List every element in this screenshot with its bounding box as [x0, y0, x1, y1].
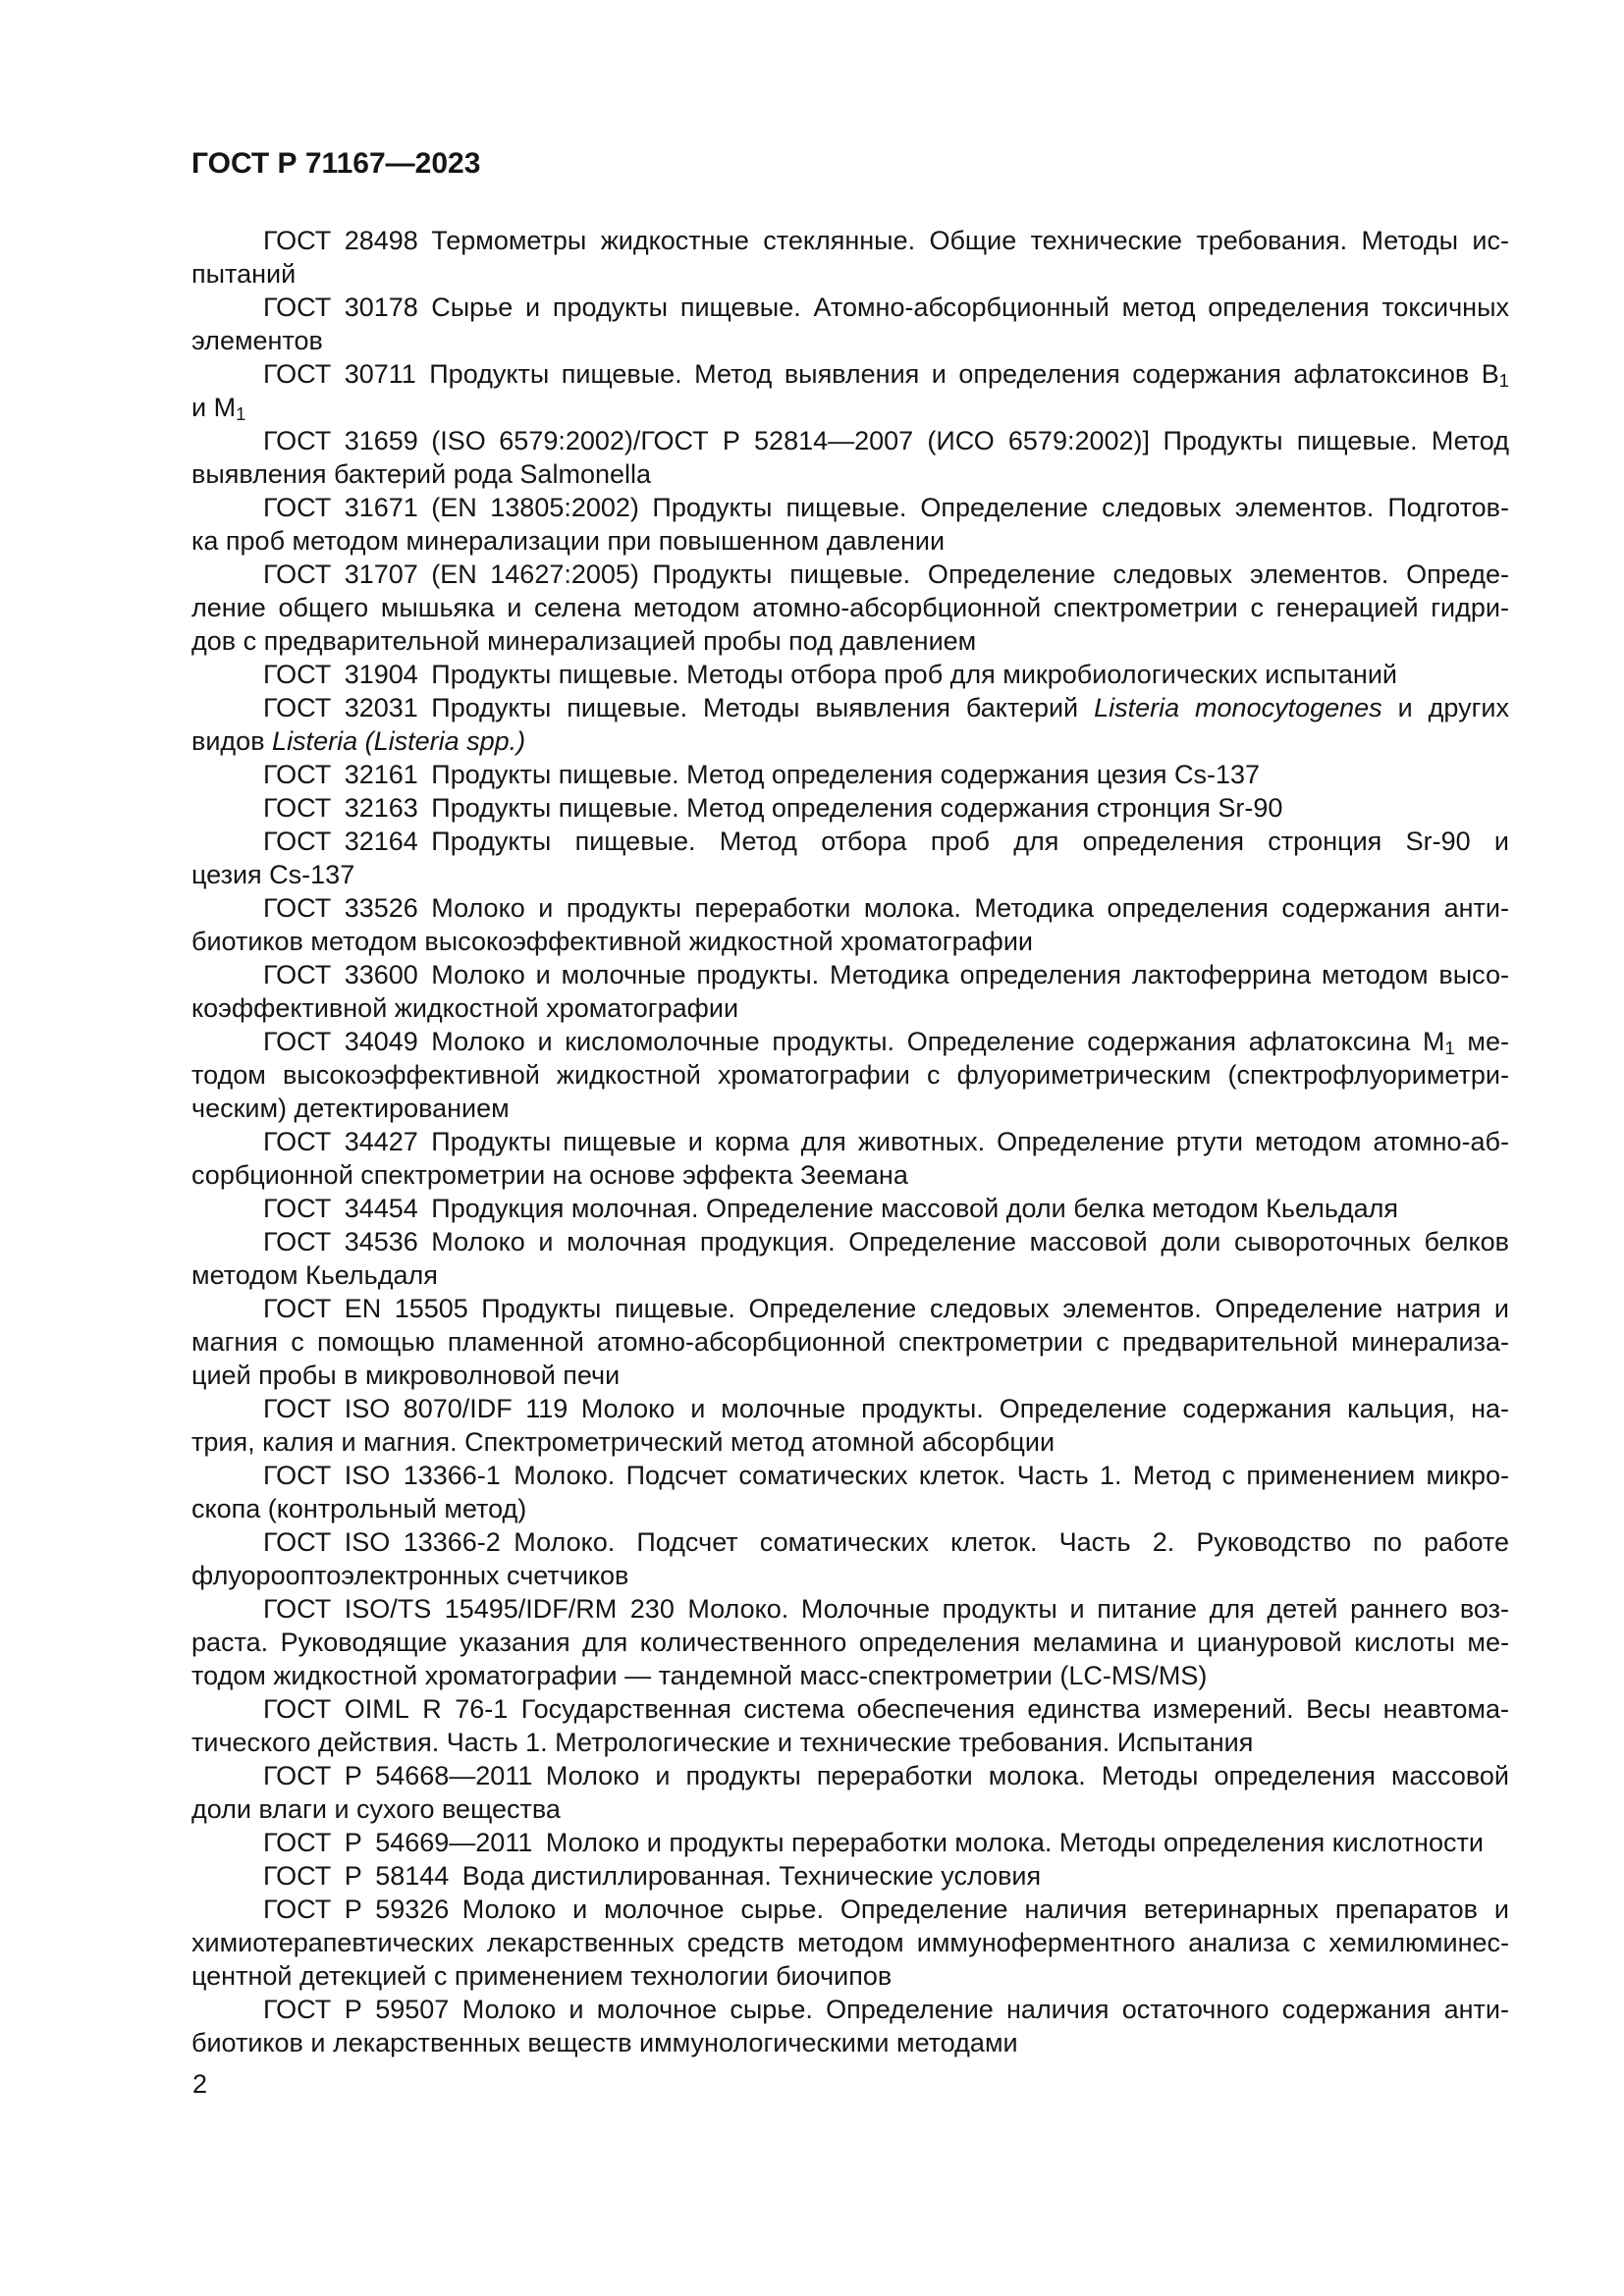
reference-entry	[191, 1692, 1509, 1759]
text-segment: доли влаги и сухого вещества	[191, 1794, 561, 1824]
text-segment: и других	[1381, 693, 1510, 722]
reference-entry	[191, 1893, 1509, 1993]
text-segment: тического действия. Часть 1. Метрологические и технические требования. Испытания	[191, 1728, 1254, 1757]
reference-line	[191, 491, 1509, 524]
reference-line	[191, 1993, 1509, 2026]
reference-entry	[191, 1993, 1509, 2059]
text-segment: ГОСТ 34536 Молоко и молочная продукция. Определение массовой доли сывороточных белков	[263, 1227, 1509, 1256]
reference-line	[191, 1258, 1509, 1292]
reference-entry	[191, 491, 1509, 558]
text-segment: Listeria monocytogenes	[1094, 693, 1382, 722]
reference-line	[191, 1792, 1509, 1826]
reference-entry	[191, 1392, 1509, 1459]
reference-entry	[191, 1292, 1509, 1392]
reference-line	[191, 2026, 1509, 2059]
reference-line	[191, 1158, 1509, 1192]
text-segment: химиотерапевтических лекарственных средств методом иммуноферментного анализа с хемилюминес-	[191, 1928, 1509, 1957]
reference-entry	[191, 1225, 1509, 1292]
text-segment: пытаний	[191, 259, 297, 289]
reference-line	[191, 1759, 1509, 1792]
text-segment: ГОСТ 32163 Продукты пищевые. Метод определения содержания стронция Sr-90	[263, 793, 1283, 823]
text-segment: сорбционной спектрометрии на основе эффекта Зеемана	[191, 1160, 908, 1190]
reference-line	[191, 1058, 1509, 1092]
reference-line	[191, 1192, 1509, 1225]
reference-line	[191, 1425, 1509, 1459]
text-segment: биотиков и лекарственных веществ иммунологическими методами	[191, 2028, 1018, 2057]
text-segment: коэффективной жидкостной хроматографии	[191, 993, 739, 1023]
text-segment: ГОСТ OIML R 76-1 Государственная система обеспечения единства измерений. Весы неавтома-	[263, 1694, 1509, 1724]
document-code-header: ГОСТ Р 71167—2023	[191, 147, 481, 180]
text-segment: элементов	[191, 326, 323, 355]
reference-entry	[191, 357, 1509, 424]
text-segment: дов с предварительной минерализацией пробы под давлением	[191, 626, 977, 656]
reference-line	[191, 958, 1509, 991]
text-segment: выявления бактерий рода Salmonella	[191, 459, 652, 489]
reference-entry	[191, 1859, 1509, 1893]
reference-line	[191, 1125, 1509, 1158]
text-segment: ГОСТ 28498 Термометры жидкостные стеклянные. Общие технические требования. Методы ис-	[263, 226, 1509, 255]
text-segment: ме-	[1454, 1027, 1510, 1056]
text-segment: ление общего мышьяка и селена методом атомно-абсорбционной спектрометрии с генерацией гидри-	[191, 593, 1509, 622]
reference-line	[191, 324, 1509, 357]
reference-line	[191, 391, 1509, 424]
reference-entry	[191, 1192, 1509, 1225]
text-segment: скопа (контрольный метод)	[191, 1494, 527, 1523]
reference-line	[191, 658, 1509, 691]
text-segment: ГОСТ 31671 (EN 13805:2002) Продукты пищевые. Определение следовых элементов. Подготов-	[263, 493, 1509, 522]
reference-entry	[191, 1025, 1509, 1125]
text-segment: раста. Руководящие указания для количественного определения меламина и циануровой кислоты ме-	[191, 1628, 1509, 1657]
reference-line	[191, 257, 1509, 291]
reference-line	[191, 357, 1509, 391]
reference-line	[191, 457, 1509, 491]
reference-line	[191, 1359, 1509, 1392]
reference-line	[191, 1525, 1509, 1559]
reference-line	[191, 291, 1509, 324]
reference-line	[191, 558, 1509, 591]
text-segment: ГОСТ ISO 13366-2 Молоко. Подсчет соматических клеток. Часть 2. Руководство по работе	[263, 1527, 1509, 1557]
reference-line	[191, 1692, 1509, 1726]
reference-line	[191, 524, 1509, 558]
page-number: 2	[192, 2069, 208, 2099]
reference-line	[191, 758, 1509, 791]
text-segment: ГОСТ Р 54669—2011 Молоко и продукты переработки молока. Методы определения кислотности	[263, 1828, 1484, 1857]
text-segment: трия, калия и магния. Спектрометрический метод атомной абсорбции	[191, 1427, 1056, 1457]
reference-entry	[191, 791, 1509, 825]
text-segment: и M	[191, 393, 237, 422]
reference-line	[191, 1726, 1509, 1759]
reference-line	[191, 1092, 1509, 1125]
reference-line	[191, 224, 1509, 257]
subscript-text: 1	[1498, 370, 1509, 392]
reference-line	[191, 1826, 1509, 1859]
reference-entry	[191, 1525, 1509, 1592]
reference-entry	[191, 658, 1509, 691]
reference-line	[191, 858, 1509, 891]
reference-entry	[191, 958, 1509, 1025]
text-segment: ГОСТ 33600 Молоко и молочные продукты. Методика определения лактоферрина методом высо-	[263, 960, 1509, 989]
reference-entry	[191, 1826, 1509, 1859]
reference-entry	[191, 558, 1509, 658]
text-segment: ГОСТ 31707 (EN 14627:2005) Продукты пищевые. Определение следовых элементов. Опреде-	[263, 560, 1509, 589]
reference-line	[191, 1859, 1509, 1893]
reference-entry	[191, 1459, 1509, 1525]
reference-line	[191, 825, 1509, 858]
text-segment: ГОСТ ISO/TS 15495/IDF/RM 230 Молоко. Молочные продукты и питание для детей раннего воз-	[263, 1594, 1509, 1624]
text-segment: ГОСТ 33526 Молоко и продукты переработки молока. Методика определения содержания анти-	[263, 893, 1509, 923]
reference-entry	[191, 758, 1509, 791]
references-list	[191, 224, 1509, 2059]
reference-entry	[191, 1759, 1509, 1826]
reference-line	[191, 1893, 1509, 1926]
text-segment: магния с помощью пламенной атомно-абсорбционной спектрометрии с предварительной минерализа-	[191, 1327, 1509, 1357]
text-segment: тодом жидкостной хроматографии — тандемной масс-спектрометрии (LC-MS/MS)	[191, 1661, 1208, 1690]
reference-line	[191, 1559, 1509, 1592]
text-segment: ГОСТ ISO 13366-1 Молоко. Подсчет соматических клеток. Часть 1. Метод с применением микро-	[263, 1461, 1509, 1490]
text-segment: Listeria (Listeria spp.)	[272, 726, 526, 756]
text-segment: ГОСТ Р 58144 Вода дистиллированная. Технические условия	[263, 1861, 1042, 1891]
text-segment: ческим) детектированием	[191, 1094, 510, 1123]
subscript-text: 1	[1444, 1038, 1455, 1059]
reference-entry	[191, 691, 1509, 758]
reference-line	[191, 1626, 1509, 1659]
text-segment: флуорооптоэлектронных счетчиков	[191, 1561, 629, 1590]
text-segment: цезия Cs-137	[191, 860, 355, 889]
text-segment: ГОСТ 34049 Молоко и кисломолочные продукты. Определение содержания афлатоксина M	[263, 1027, 1445, 1056]
reference-line	[191, 1292, 1509, 1325]
reference-line	[191, 1959, 1509, 1993]
reference-entry	[191, 825, 1509, 891]
reference-line	[191, 1659, 1509, 1692]
reference-line	[191, 1025, 1509, 1058]
subscript-text: 1	[236, 403, 246, 425]
reference-entry	[191, 224, 1509, 291]
text-segment: ГОСТ 31904 Продукты пищевые. Методы отбора проб для микробиологических испытаний	[263, 660, 1397, 689]
reference-entry	[191, 1592, 1509, 1692]
text-segment: ГОСТ Р 54668—2011 Молоко и продукты переработки молока. Методы определения массовой	[263, 1761, 1509, 1790]
reference-entry	[191, 891, 1509, 958]
reference-line	[191, 1926, 1509, 1959]
text-segment: ГОСТ 31659 (ISO 6579:2002)/ГОСТ Р 52814—2007 (ИСО 6579:2002)] Продукты пищевые. Метод	[263, 426, 1509, 455]
reference-line	[191, 925, 1509, 958]
reference-line	[191, 1225, 1509, 1258]
text-segment: видов	[191, 726, 273, 756]
reference-line	[191, 624, 1509, 658]
reference-line	[191, 1592, 1509, 1626]
text-segment: ГОСТ EN 15505 Продукты пищевые. Определение следовых элементов. Определение натрия и	[263, 1294, 1509, 1323]
text-segment: ГОСТ Р 59507 Молоко и молочное сырье. Определение наличия остаточного содержания анти-	[263, 1995, 1509, 2024]
text-segment: биотиков методом высокоэффективной жидкостной хроматографии	[191, 927, 1033, 956]
text-segment: ГОСТ 30178 Сырье и продукты пищевые. Атомно-абсорбционный метод определения токсичных	[263, 293, 1509, 322]
reference-entry	[191, 291, 1509, 357]
text-segment: методом Кьельдаля	[191, 1260, 438, 1290]
reference-line	[191, 1459, 1509, 1492]
reference-entry	[191, 1125, 1509, 1192]
text-segment: ГОСТ Р 59326 Молоко и молочное сырье. Определение наличия ветеринарных препаратов и	[263, 1895, 1509, 1924]
reference-line	[191, 724, 1509, 758]
reference-line	[191, 1392, 1509, 1425]
text-segment: тодом высокоэффективной жидкостной хроматографии с флуориметрическим (спектрофлуориметри-	[191, 1060, 1509, 1090]
text-segment: ГОСТ 34427 Продукты пищевые и корма для животных. Определение ртути методом атомно-аб-	[263, 1127, 1509, 1156]
reference-line	[191, 691, 1509, 724]
reference-line	[191, 591, 1509, 624]
reference-entry	[191, 424, 1509, 491]
text-segment: ГОСТ 34454 Продукция молочная. Определение массовой доли белка методом Кьельдаля	[263, 1194, 1399, 1223]
reference-line	[191, 424, 1509, 457]
text-segment: ГОСТ 32161 Продукты пищевые. Метод определения содержания цезия Cs-137	[263, 760, 1261, 789]
reference-line	[191, 1325, 1509, 1359]
text-segment: ГОСТ 32164 Продукты пищевые. Метод отбора проб для определения стронция Sr-90 и	[263, 827, 1509, 856]
text-segment: ка проб методом минерализации при повышенном давлении	[191, 526, 946, 556]
text-segment: ГОСТ ISO 8070/IDF 119 Молоко и молочные продукты. Определение содержания кальция, на-	[263, 1394, 1509, 1423]
text-segment: ГОСТ 32031 Продукты пищевые. Методы выявления бактерий	[263, 693, 1095, 722]
text-segment: центной детекцией с применением технологии биочипов	[191, 1961, 893, 1991]
reference-line	[191, 1492, 1509, 1525]
reference-line	[191, 791, 1509, 825]
text-segment: цией пробы в микроволновой печи	[191, 1361, 621, 1390]
reference-line	[191, 991, 1509, 1025]
text-segment: ГОСТ 30711 Продукты пищевые. Метод выявления и определения содержания афлатоксинов B	[263, 359, 1499, 389]
reference-line	[191, 891, 1509, 925]
